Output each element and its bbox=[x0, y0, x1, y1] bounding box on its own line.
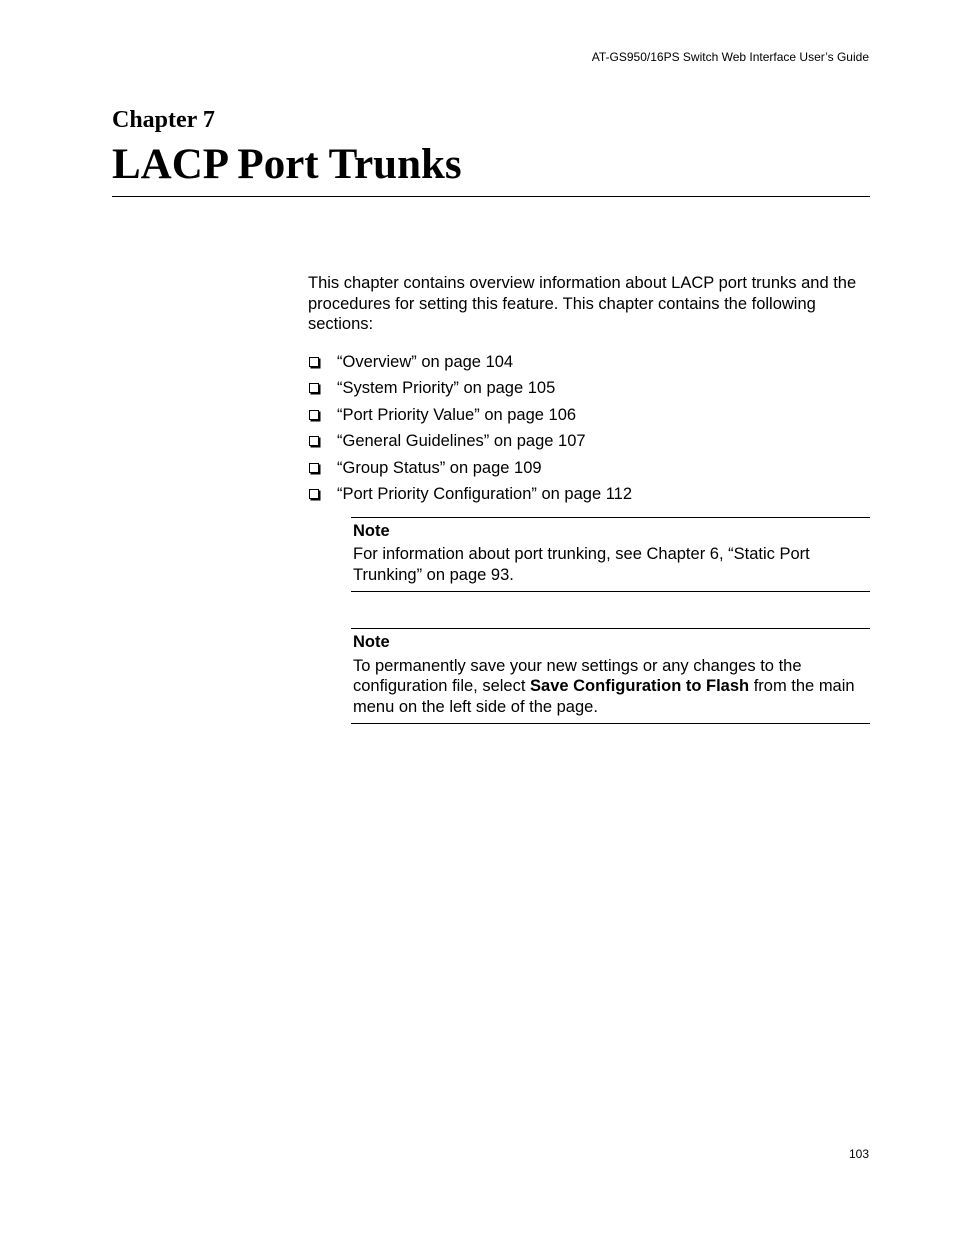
note-box bbox=[351, 517, 870, 593]
section-link[interactable]: “Overview” on page 104 bbox=[337, 352, 514, 371]
checkbox-bullet-icon bbox=[309, 463, 319, 473]
checkbox-bullet-icon bbox=[309, 383, 319, 393]
section-link[interactable]: “Group Status” on page 109 bbox=[337, 458, 542, 477]
chapter-title: LACP Port Trunks bbox=[112, 141, 462, 188]
note-text bbox=[353, 656, 870, 718]
note-text-before: To permanently save your new settings or any changes to the configuration file, select bbox=[353, 656, 802, 695]
section-list-item[interactable] bbox=[308, 458, 870, 485]
note-heading: Note bbox=[353, 521, 390, 540]
section-list-item[interactable] bbox=[308, 352, 870, 379]
section-list-item[interactable] bbox=[308, 484, 870, 511]
page-number: 103 bbox=[848, 1147, 869, 1161]
section-link[interactable]: “General Guidelines” on page 107 bbox=[337, 432, 586, 450]
note-text: For information about port trunking, see Chapter 6, “Static Port Trunking” on page 93. bbox=[353, 545, 810, 584]
section-list-item[interactable] bbox=[308, 431, 870, 458]
intro-paragraph: This chapter contains overview information about LACP port trunks and the procedures for setting this feature. This chapter contains the following sections: bbox=[308, 274, 857, 333]
note-heading: Note bbox=[353, 633, 390, 651]
checkbox-bullet-icon bbox=[309, 410, 319, 420]
section-link[interactable]: “Port Priority Value” on page 106 bbox=[337, 405, 577, 424]
note-text-after: from the main menu on the left side of the page. bbox=[353, 677, 855, 716]
checkbox-bullet-icon bbox=[309, 357, 319, 367]
section-list-item[interactable] bbox=[308, 378, 870, 405]
chapter-content bbox=[308, 273, 870, 724]
title-rule bbox=[112, 196, 870, 197]
section-list bbox=[308, 352, 870, 511]
section-link[interactable]: “Port Priority Configuration” on page 112 bbox=[337, 485, 633, 503]
section-link[interactable]: “System Priority” on page 105 bbox=[337, 379, 556, 397]
chapter-label: Chapter 7 bbox=[112, 107, 215, 133]
note-box bbox=[351, 628, 870, 724]
checkbox-bullet-icon bbox=[309, 489, 319, 499]
running-header: AT-GS950/16PS Switch Web Interface User’s Guide bbox=[591, 50, 869, 64]
checkbox-bullet-icon bbox=[309, 436, 319, 446]
note-menu-item: Save Configuration to Flash bbox=[530, 677, 750, 695]
section-list-item[interactable] bbox=[308, 405, 870, 432]
